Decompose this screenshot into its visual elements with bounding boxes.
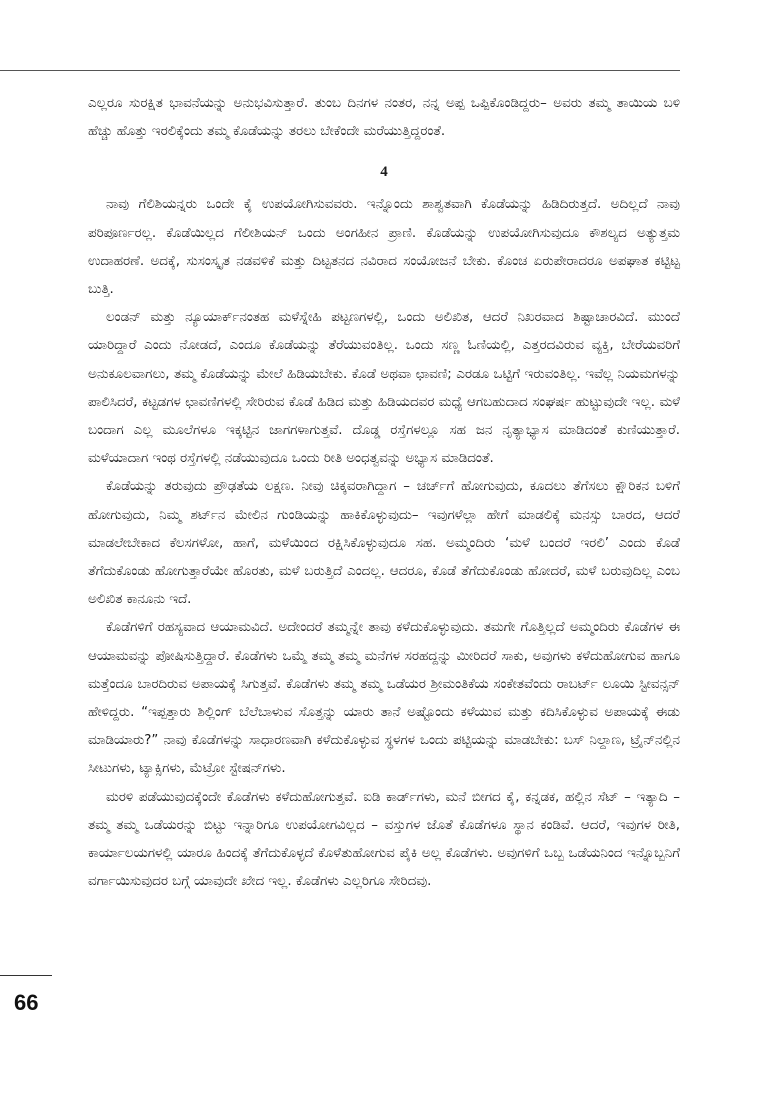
section-number: 4 [380,164,388,181]
paragraph: ಕೊಡೆಗಳಿಗೆ ರಹಸ್ಯವಾದ ಆಯಾಮವಿದೆ. ಅದೇಂದರೆ ತಮ್ಮನ್ನೇ ತಾವು ಕಳೆದುಕೊಳ್ಳುವುದು. ತಮಗೇ ಗೊತ್ತಿಲ್ಲದೆ ಅಮ್ಮಂದಿರು ಕೊಡೆಗಳ ಈ ಆಯಾಮವನ್ನು ಪೋಷಿಸುತ್ತಿದ್ದಾರೆ. ಕೊಡೆಗಳು ಒಮ್ಮೆ ತಮ್ಮ ತಮ್ಮ ಮನೆಗಳ ಸರಹದ್ದನ್ನು ಮೀರಿದರೆ ಸಾಕು, ಅವುಗಳು ಕಳೆದುಹೋಗುವ ಹಾಗೂ ಮತ್ತೆಂದೂ ಬಾರದಿರುವ ಅಪಾಯಕ್ಕೆ ಸಿಗುತ್ತವೆ. ಕೊಡೆಗಳು ತಮ್ಮ ತಮ್ಮ ಒಡೆಯರ ಶ್ರೀಮಂತಿಕೆಯ ಸಂಕೇತವೆಂದು ರಾಬರ್ಟ್ ಲೂಯಿ ಸ್ಟೀವನ್ಸನ್ ಹೇಳಿದ್ದರು. “ಇಪ್ಪತ್ತಾರು ಶಿಲ್ಲಿಂಗ್ ಬೆಲೆಬಾಳುವ ಸೊತ್ತನ್ನು ಯಾರು ತಾನೆ ಅಷ್ಟೊಂದು ಕಳೆಯುವ ಮತ್ತು ಕದಿಸಿಕೊಳ್ಳುವ ಅಪಾಯಕ್ಕೆ ಈಡು ಮಾಡಿಯಾರು?” ನಾವು ಕೊಡೆಗಳನ್ನು ಸಾಧಾರಣವಾಗಿ ಕಳೆದುಕೊಳ್ಳುವ ಸ್ಥಳಗಳ ಒಂದು ಪಟ್ಟಿಯನ್ನು ಮಾಡಬೇಕು: ಬಸ್ ನಿಲ್ದಾಣ, ಟ್ರೈನ್‌ನಲ್ಲಿನ ಸೀಟುಗಳು, ಟ್ಯಾಕ್ಸಿಗಳು, ಮೆಟ್ರೋ ಸ್ಟೇಷನ್‌ಗಳು. [88,620,680,777]
page-number: 66 [14,990,39,1015]
paragraph: ಮರಳಿ ಪಡೆಯುವುದಕ್ಕೆಂದೇ ಕೊಡೆಗಳು ಕಳೆದುಹೋಗುತ್ತವೆ. ಐಡಿ ಕಾರ್ಡ್‌ಗಳು, ಮನೆ ಬೀಗದ ಕೈ, ಕನ್ನಡಕ, ಹಲ್ಲಿನ ಸೆಟ್ – ಇತ್ಯಾದಿ – ತಮ್ಮ ತಮ್ಮ ಒಡೆಯರನ್ನು ಬಿಟ್ಟು ಇನ್ನಾರಿಗೂ ಉಪಯೋಗವಿಲ್ಲದ – ವಸ್ತುಗಳ ಜೊತೆ ಕೊಡೆಗಳೂ ಸ್ಥಾನ ಕಂಡಿವೆ. ಆದರೆ, ಇವುಗಳ ರೀತಿ, ಕಾರ್ಯಾಲಯಗಳಲ್ಲಿ ಯಾರೂ ಹಿಂದಕ್ಕೆ ತೆಗೆದುಕೊಳ್ಳದೆ ಕೊಳೆತುಹೋಗುವ ಪೈಕಿ ಅಲ್ಲ ಕೊಡೆಗಳು. ಅವುಗಳಿಗೆ ಒಬ್ಬ ಒಡೆಯನಿಂದ ಇನ್ನೊಬ್ಬನಿಗೆ ವರ್ಗಾಯಿಸುವುದರ ಬಗ್ಗೆ ಯಾವುದೇ ಖೇದ ಇಲ್ಲ. ಕೊಡೆಗಳು ಎಲ್ಲರಿಗೂ ಸೇರಿದವು. [88,789,680,890]
page-body [88,90,680,896]
top-rule [0,70,680,71]
page-number-rule [0,975,52,976]
paragraph: ಕೊಡೆಯನ್ನು ತರುವುದು ಪ್ರೌಢತೆಯ ಲಕ್ಷಣ. ನೀವು ಚಿಕ್ಕವರಾಗಿದ್ದಾಗ – ಚರ್ಚ್‌ಗೆ ಹೋಗುವುದು, ಕೂದಲು ತೆಗೆಸಲು ಕ್ಷೌರಿಕನ ಬಳಿಗೆ ಹೋಗುವುದು, ನಿಮ್ಮ ಶರ್ಟ್‌ನ ಮೇಲಿನ ಗುಂಡಿಯನ್ನು ಹಾಕಿಕೊಳ್ಳುವುದು– ಇವುಗಳೆಲ್ಲಾ ಹೇಗೆ ಮಾಡಲಿಕ್ಕೆ ಮನಸ್ಸು ಬಾರದ, ಆದರೆ ಮಾಡಲೇಬೇಕಾದ ಕೆಲಸಗಳೋ, ಹಾಗೆ, ಮಳೆಯಿಂದ ರಕ್ಷಿಸಿಕೊಳ್ಳುವುದೂ ಸಹ. ಅಮ್ಮಂದಿರು ‘ಮಳೆ ಬಂದರೆ ಇರಲಿ’ ಎಂದು ಕೊಡೆ ತೆಗೆದುಕೊಂಡು ಹೋಗುತ್ತಾರೆಯೇ ಹೊರತು, ಮಳೆ ಬರುತ್ತಿದೆ ಎಂದಲ್ಲ. ಆದರೂ, ಕೊಡೆ ತೆಗೆದುಕೊಂಡು ಹೋದರೆ, ಮಳೆ ಬರುವುದಿಲ್ಲ ಎಂಬ ಅಲಿಖಿತ ಕಾನೂನು ಇದೆ. [88,479,680,608]
paragraph: ಲಂಡನ್ ಮತ್ತು ನ್ಯೂಯಾರ್ಕ್‌ನಂತಹ ಮಳೆಸ್ನೇಹಿ ಪಟ್ಟಣಗಳಲ್ಲಿ, ಒಂದು ಅಲಿಖಿತ, ಆದರೆ ನಿಖರವಾದ ಶಿಷ್ಟಾಚಾರವಿದೆ. ಮುಂದೆ ಯಾರಿದ್ದಾರೆ ಎಂದು ನೋಡದೆ, ಎಂದೂ ಕೊಡೆಯನ್ನು ತೆರೆಯುವಂತಿಲ್ಲ. ಒಂದು ಸಣ್ಣ ಓಣಿಯಲ್ಲಿ, ಎತ್ತರದವಿರುವ ವ್ಯಕ್ತಿ, ಬೇರೆಯವರಿಗೆ ಅನುಕೂಲವಾಗಲು, ತಮ್ಮ ಕೊಡೆಯನ್ನು ಮೇಲೆ ಹಿಡಿಯಬೇಕು. ಕೊಡೆ ಅಥವಾ ಛಾವಣಿ; ಎರಡೂ ಒಟ್ಟಿಗೆ ಇರುವಂತಿಲ್ಲ. ಇವೆಲ್ಲ ನಿಯಮಗಳನ್ನು ಪಾಲಿಸಿದರೆ, ಕಟ್ಟಡಗಳ ಛಾವಣಿಗಳಲ್ಲಿ ಸೇರಿರುವ ಕೊಡೆ ಹಿಡಿದ ಮತ್ತು ಹಿಡಿಯದವರ ಮಧ್ಯೆ ಆಗಬಹುದಾದ ಸಂಘರ್ಷ ಹುಟ್ಟುವುದೇ ಇಲ್ಲ. ಮಳೆ ಬಂದಾಗ ಎಲ್ಲ ಮೂಲೆಗಳೂ ಇಕ್ಕಟ್ಟಿನ ಜಾಗಗಳಾಗುತ್ತವೆ. ದೊಡ್ಡ ರಸ್ತೆಗಳಲ್ಲೂ ಸಹ ಜನ ನೃತ್ಯಾಭ್ಯಾಸ ಮಾಡಿದಂತೆ ಕುಣಿಯುತ್ತಾರೆ. ಮಳೆಯಾದಾಗ ಇಂಥ ರಸ್ತೆಗಳಲ್ಲಿ ನಡೆಯುವುದೂ ಒಂದು ರೀತಿ ಅಂಧತ್ವವನ್ನು ಅಭ್ಯಾಸ ಮಾಡಿದಂತೆ. [88,310,680,467]
paragraph-continuation: ಎಲ್ಲರೂ ಸುರಕ್ಷಿತ ಭಾವನೆಯನ್ನು ಅನುಭವಿಸುತ್ತಾರೆ. ತುಂಬ ದಿನಗಳ ನಂತರ, ನನ್ನ ಅಪ್ಪ ಒಪ್ಪಿಕೊಂಡಿದ್ದರು– ಅವರು ತಮ್ಮ ತಾಯಿಯ ಬಳಿ ಹೆಚ್ಚು ಹೊತ್ತು ಇರಲಿಕ್ಕೆಂದು ತಮ್ಮ ಕೊಡೆಯನ್ನು ತರಲು ಬೇಕೆಂದೇ ಮರೆಯುತ್ತಿದ್ದರಂತೆ. [88,96,680,140]
paragraph: ನಾವು ಗೆಲಿಶಿಯನ್ನರು ಒಂದೇ ಕೈ ಉಪಯೋಗಿಸುವವರು. ಇನ್ನೊಂದು ಶಾಶ್ವತವಾಗಿ ಕೊಡೆಯನ್ನು ಹಿಡಿದಿರುತ್ತದೆ. ಅದಿಲ್ಲದೆ ನಾವು ಪರಿಪೂರ್ಣರಲ್ಲ. ಕೊಡೆಯಿಲ್ಲದ ಗೆಲೀಶಿಯನ್ ಒಂದು ಅಂಗಹೀನ ಪ್ರಾಣಿ. ಕೊಡೆಯನ್ನು ಉಪಯೋಗಿಸುವುದೂ ಕೌಶಲ್ಯದ ಅತ್ಯುತ್ತಮ ಉದಾಹರಣೆ. ಅದಕ್ಕೆ, ಸುಸಂಸ್ಕೃತ ನಡವಳಿಕೆ ಮತ್ತು ದಿಟ್ಟತನದ ನವಿರಾದ ಸಂಯೋಜನೆ ಬೇಕು. ಕೊಂಚ ಏರುಪೇರಾದರೂ ಅಪಘಾತ ಕಟ್ಟಿಟ್ಟ ಬುತ್ತಿ. [88,197,680,298]
